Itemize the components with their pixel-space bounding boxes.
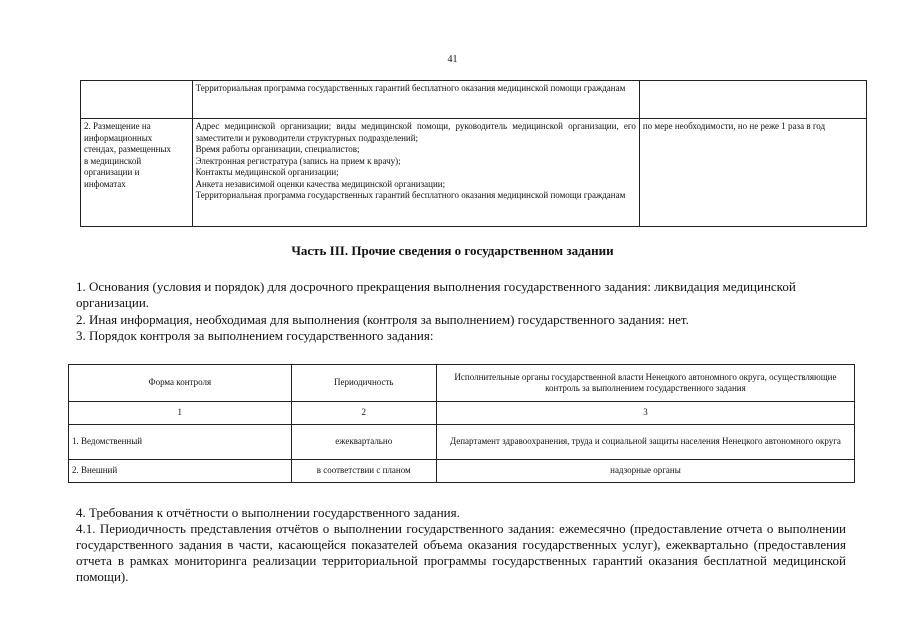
table-cell <box>81 81 193 119</box>
cell-line: Территориальная программа государственных гарантий бесплатного оказания медицинской помощи гражданам <box>195 83 626 93</box>
table-cell <box>192 119 639 227</box>
table-cell <box>192 81 639 119</box>
cell-line: Время работы организации, специалистов; <box>195 144 360 154</box>
table-row <box>69 460 855 483</box>
table-cell: ежеквартально <box>291 425 436 460</box>
cell-line: Электронная регистратура (запись на прием к врачу); <box>195 155 401 166</box>
column-number: 1 <box>69 402 292 425</box>
paragraph-4-1: 4.1. Периодичность представления отчётов о выполнении государственного задания: ежемесячно (предоставление отчета о выполнении государственного задания в части, касающейся показателей объема оказания государственных услуг), ежеквартально (предоставления отчета в рамках мониторинга реализации территориальной программы государственных гарантий оказания бесплатной медицинской помощи). <box>76 521 846 584</box>
paragraph-4: 4. Требования к отчётности о выполнении государственного задания. <box>76 505 460 520</box>
cell-line: Анкета независимой оценки качества медицинской организации; <box>195 178 446 189</box>
table-cell: 1. Ведомственный <box>69 425 292 460</box>
information-placement-table <box>80 80 867 227</box>
cell-line: Адрес медицинской организации; виды медицинской помощи, руководитель медицинской организации, его заместители и руководители структурных подразделений; <box>195 121 636 143</box>
cell-line: 2. Размещение на <box>84 121 151 131</box>
cell-line: в медицинской <box>84 155 142 166</box>
column-header: Периодичность <box>291 365 436 402</box>
table-cell <box>639 81 866 119</box>
table-cell: в соответствии с планом <box>291 460 436 483</box>
table-row <box>81 119 867 227</box>
column-header: Исполнительные органы государственной власти Ненецкого автономного округа, осуществляющие контроль за выполнением государственного задания <box>436 365 854 402</box>
table-cell <box>81 119 193 227</box>
column-header: Форма контроля <box>69 365 292 402</box>
cell-line: стендах, размещенных <box>84 144 172 154</box>
column-number-row <box>69 402 855 425</box>
paragraph-2: 2. Иная информация, необходимая для выполнения (контроля за выполнением) государственного задания: нет. <box>76 312 689 327</box>
cell-line: Контакты медицинской организации; <box>195 167 339 177</box>
column-number: 3 <box>436 402 854 425</box>
table-row <box>69 425 855 460</box>
table-cell: Департамент здравоохранения, труда и социальной защиты населения Ненецкого автономного округа <box>436 425 854 460</box>
section-title: Часть III. Прочие сведения о государственном задании <box>291 243 614 258</box>
table-cell: надзорные органы <box>436 460 854 483</box>
cell-line: Территориальная программа государственных гарантий бесплатного оказания медицинской помощи гражданам <box>195 190 626 200</box>
table-cell: по мере необходимости, но не реже 1 раза в год <box>639 119 866 227</box>
cell-line: информационных <box>84 132 153 143</box>
paragraph-1: 1. Основания (условия и порядок) для досрочного прекращения выполнения государственного задания: ликвидация медицинской организации. <box>76 279 796 310</box>
column-number: 2 <box>291 402 436 425</box>
cell-line: организации и <box>84 167 140 177</box>
page-number: 41 <box>447 54 458 65</box>
cell-line: инфоматах <box>84 178 126 189</box>
paragraph-3: 3. Порядок контроля за выполнением государственного задания: <box>76 328 434 343</box>
table-cell: 2. Внешний <box>69 460 292 483</box>
table-row <box>81 81 867 119</box>
control-procedure-table <box>68 364 855 483</box>
table-header-row <box>69 365 855 402</box>
